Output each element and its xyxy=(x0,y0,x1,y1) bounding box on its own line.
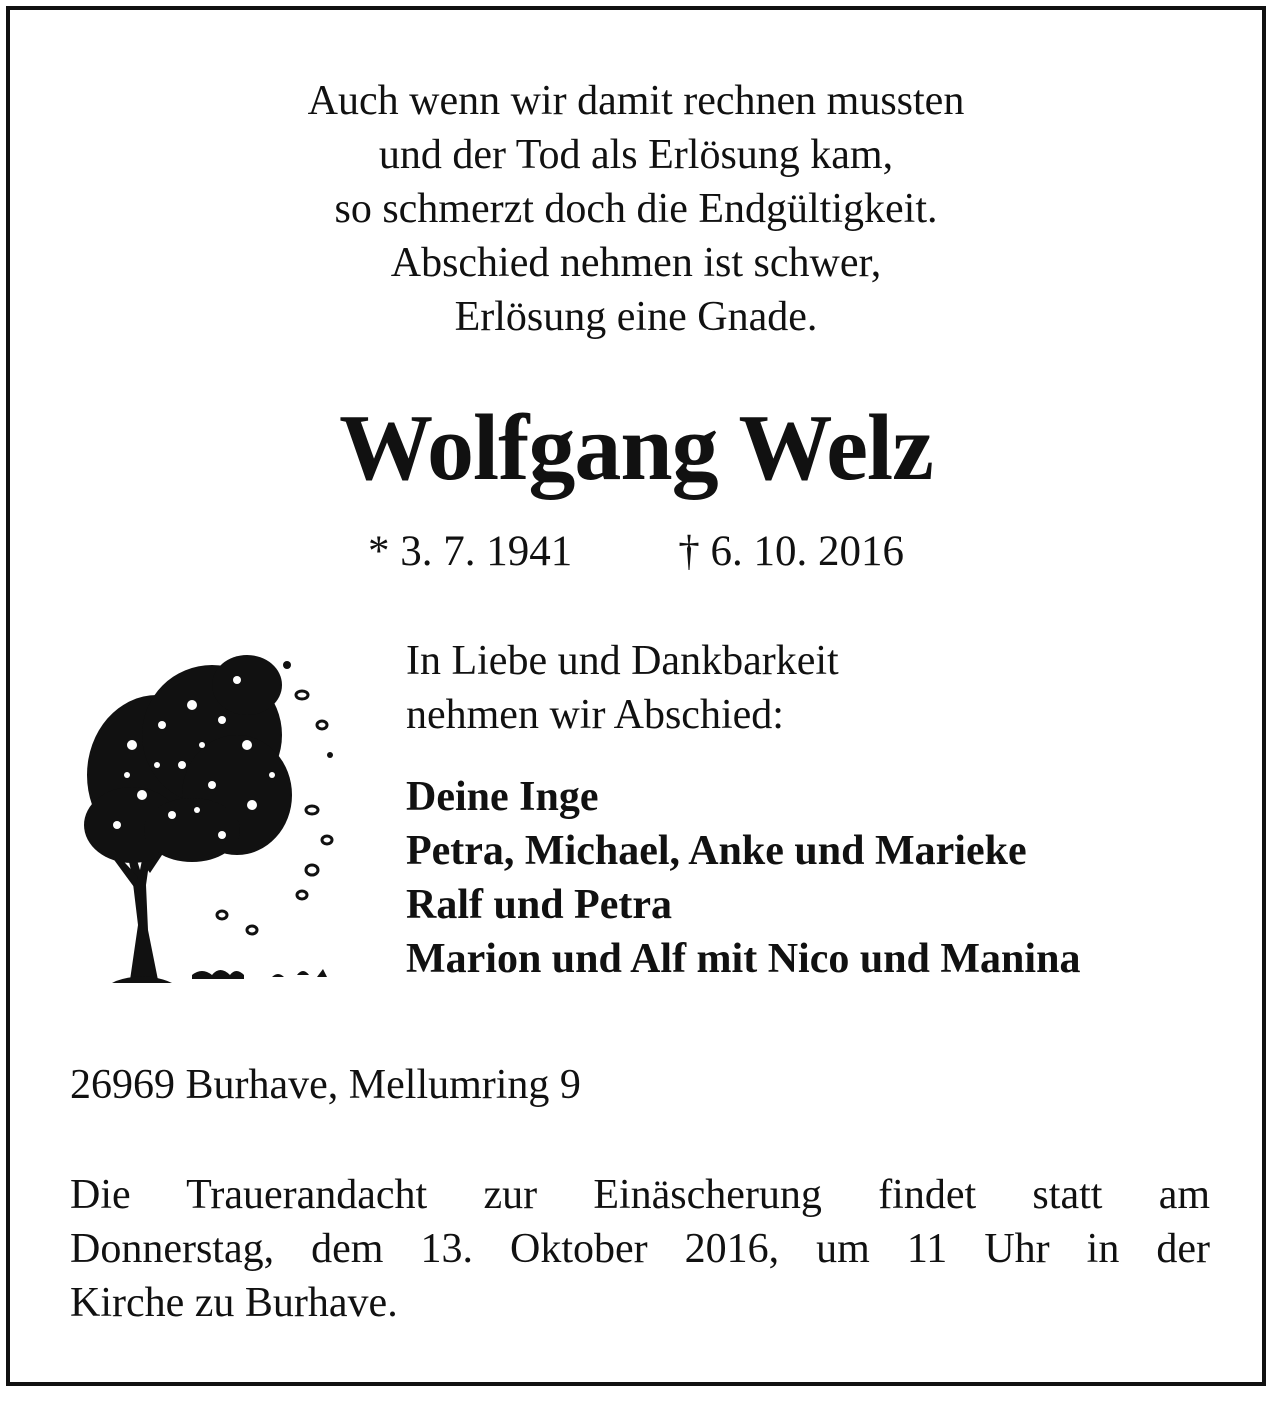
farewell-line: nehmen wir Abschied: xyxy=(406,692,784,738)
farewell-text xyxy=(406,634,839,742)
tree-icon xyxy=(72,625,342,985)
obituary-notice xyxy=(6,6,1266,1386)
death-date: † 6. 10. 2016 xyxy=(678,528,904,575)
deceased-name: Wolfgang Welz xyxy=(339,396,933,500)
mourner: Petra, Michael, Anke und Marieke xyxy=(406,828,1027,874)
mourner: Ralf und Petra xyxy=(406,882,672,928)
service-line: Kirche zu Burhave. xyxy=(70,1280,398,1326)
farewell-line: In Liebe und Dankbarkeit xyxy=(406,638,839,684)
mourners-list xyxy=(406,770,1080,986)
verse-line: Auch wenn wir damit rechnen mussten xyxy=(307,78,965,124)
service-line: Donnerstag, dem 13. Oktober 2016, um 11 Uhr in der xyxy=(70,1226,1210,1272)
birth-date: * 3. 7. 1941 xyxy=(368,528,573,575)
verse-line: so schmerzt doch die Endgültigkeit. xyxy=(334,186,938,232)
verse xyxy=(10,74,1262,344)
mourner: Deine Inge xyxy=(406,774,599,820)
verse-line: Abschied nehmen ist schwer, xyxy=(390,240,882,286)
life-dates xyxy=(10,524,1262,580)
address: 26969 Burhave, Mellumring 9 xyxy=(70,1062,581,1108)
verse-line: Erlösung eine Gnade. xyxy=(454,294,818,340)
service-line: Die Trauerandacht zur Einäscherung findet statt am xyxy=(70,1172,1210,1218)
service-info xyxy=(70,1168,1210,1330)
verse-line: und der Tod als Erlösung kam, xyxy=(378,132,894,178)
mourner: Marion und Alf mit Nico und Manina xyxy=(406,936,1081,982)
